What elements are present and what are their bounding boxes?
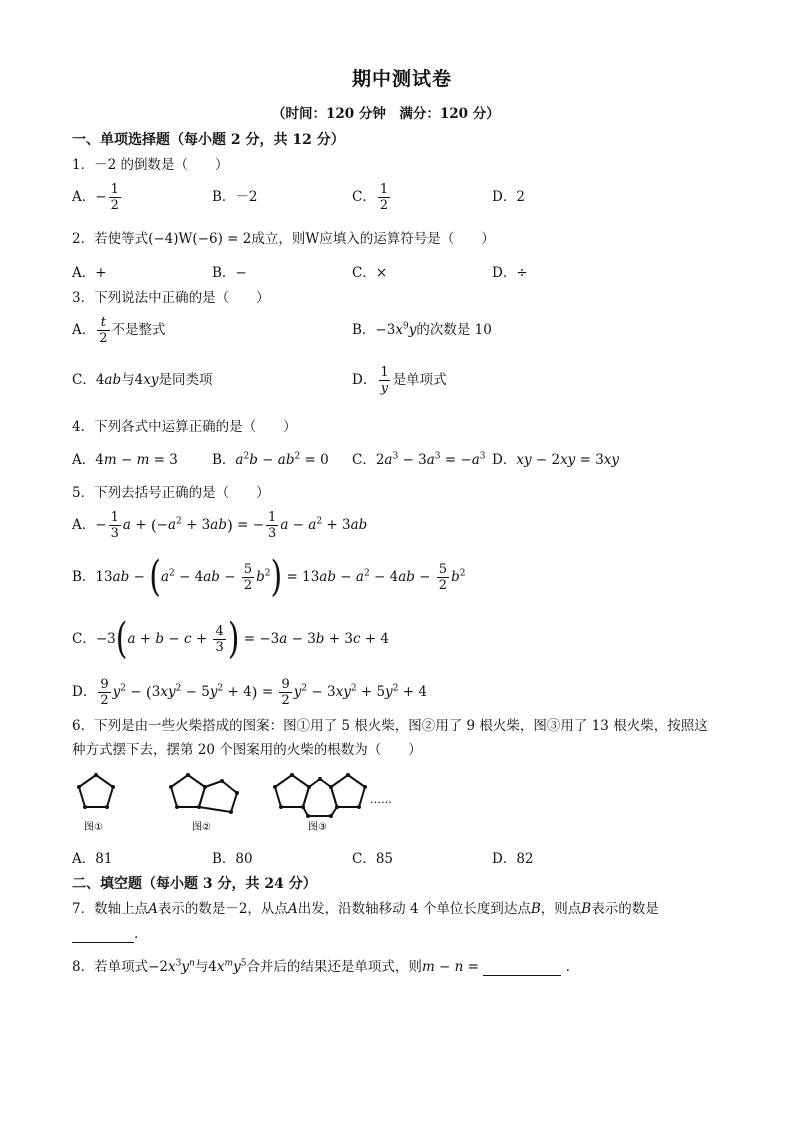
q4-option-a: A．4m − m = 3 bbox=[72, 452, 178, 468]
q1-option-d: D．2 bbox=[492, 189, 525, 205]
q3-option-d: D． $\frac{1}{y}$ 是单项式 bbox=[352, 365, 447, 396]
q5-option-c: C．−3(a + b − c + $\frac{4}{3}$ ) = −3a − 3b + 3c + 4 bbox=[72, 614, 389, 664]
q2-option-a: A．+ bbox=[72, 265, 107, 281]
figure-1-pentagon bbox=[79, 775, 113, 807]
section-1-heading: 一、单项选择题（每小题 2 分，共 12 分） bbox=[72, 132, 345, 148]
q6-option-d: D．82 bbox=[492, 851, 534, 867]
q2-option-d: D．÷ bbox=[492, 265, 528, 281]
q5-stem: 5．下列去括号正确的是（ ） bbox=[72, 485, 270, 501]
q2-option-b: B．− bbox=[212, 265, 247, 281]
figure-1-label: 图① bbox=[84, 822, 103, 833]
q4-option-b: B．$a^2b - ab^2 = 0$ bbox=[212, 451, 329, 468]
q3-option-b: B．$-3x^9y$的次数是 10 bbox=[352, 321, 492, 338]
q6-stem-line1: 6．下列是由一些火柴搭成的图案：图①用了 5 根火柴，图②用了 9 根火柴，图③用了 13 根火柴，按照这 bbox=[72, 718, 708, 734]
figure-2-label: 图② bbox=[192, 822, 211, 833]
q8-answer-blank[interactable] bbox=[483, 961, 561, 976]
q5-option-b: B．$13ab - (a^2 - 4ab$ − $\frac{5}{2}$ $b^2) = 13ab - a^2 - 4ab$ − $\frac{5}{2}$ $b^2$ bbox=[72, 552, 466, 602]
q1-option-c: C． $\frac{1}{2}$ bbox=[352, 182, 389, 213]
q3-stem: 3．下列说法中正确的是（ ） bbox=[72, 290, 270, 306]
q5-option-d: D． $\frac{9}{2}$ $y^2 - (3xy^2 - 5y^2 + 4)$ = $\frac{9}{2}$ $y^2 - 3xy^2 + 5y^2 + 4$ bbox=[72, 677, 427, 708]
q1-stem: 1．－2 的倒数是（ ） bbox=[72, 157, 229, 173]
section-2-heading: 二、填空题（每小题 3 分，共 24 分） bbox=[72, 876, 317, 892]
figure-3-label: 图③ bbox=[308, 822, 327, 833]
q4-option-d: D．xy − 2xy = 3xy bbox=[492, 452, 620, 468]
q3-option-a: A． $\frac{t}{2}$ 不是整式 bbox=[72, 315, 166, 346]
exam-info: （时间：120 分钟 满分：120 分） bbox=[272, 106, 500, 122]
q4-stem: 4．下列各式中运算正确的是（ ） bbox=[72, 419, 297, 435]
q6-option-a: A．81 bbox=[72, 851, 113, 867]
q6-option-b: B．80 bbox=[212, 851, 253, 867]
q4-option-c: C．$2a^3 - 3a^3 = -a^3$ bbox=[352, 451, 486, 468]
q7-stem: 7．数轴上点A表示的数是－2，从点A出发，沿数轴移动 4 个单位长度到达点B，则点B表示的数是 bbox=[72, 901, 659, 917]
q7-answer: . bbox=[72, 925, 138, 943]
q1-option-a: A．− $\frac{1}{2}$ bbox=[72, 182, 119, 213]
q2-stem: 2．若使等式(−4)W(−6) = 2成立，则W应填入的运算符号是（ ） bbox=[72, 231, 495, 247]
q5-option-a: A．− $\frac{1}{3}$ $a + (-a^2 + 3ab)$ = − $\frac{1}{3}$ $a - a^2 + 3ab$ bbox=[72, 510, 368, 541]
q3-option-c: C．4ab与4xy是同类项 bbox=[72, 372, 213, 388]
q1-option-b: B．－2 bbox=[212, 189, 258, 205]
matchstick-figures bbox=[68, 766, 398, 836]
figure-dots: …… bbox=[370, 793, 392, 806]
q7-answer-blank[interactable] bbox=[72, 928, 134, 943]
page-title: 期中测试卷 bbox=[352, 68, 453, 90]
q2-option-c: C．× bbox=[352, 265, 388, 281]
q6-stem-line2: 种方式摆下去，摆第 20 个图案用的火柴的根数为（ ） bbox=[72, 742, 422, 758]
q6-option-c: C．85 bbox=[352, 851, 394, 867]
q8-stem: 8．若单项式$-2x^3y^n$与$4x^my^5$合并后的结果还是单项式，则m − n = . bbox=[72, 958, 570, 975]
